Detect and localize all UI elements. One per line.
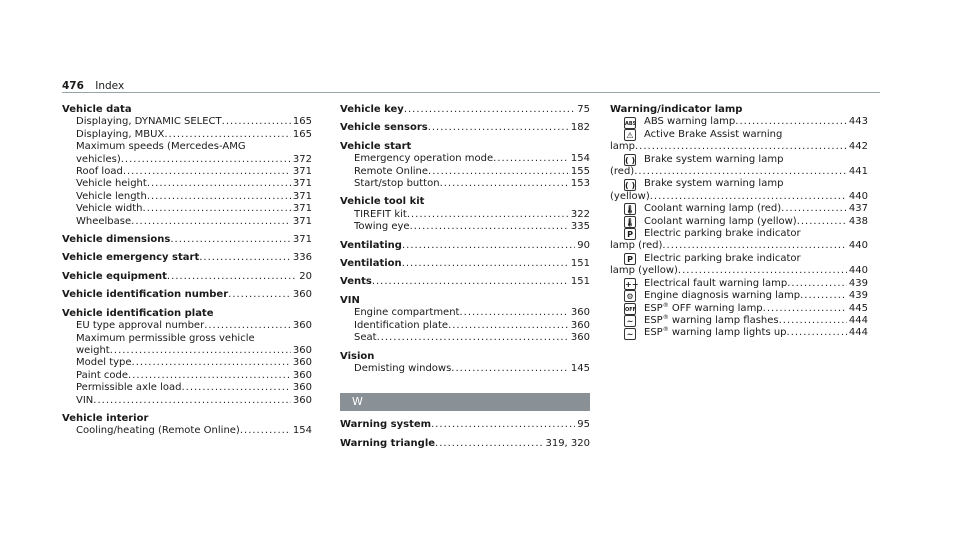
esp-off-icon: OFF — [624, 303, 636, 315]
page-ref: 440 — [848, 190, 868, 202]
page-ref: 440 — [848, 240, 868, 252]
sub-entry[interactable]: Displaying, DYNAMIC SELECT ..... 165 — [62, 116, 312, 128]
battery-icon: +− — [625, 279, 639, 289]
sub-entry[interactable]: Permissible axle load ..... 360 — [62, 382, 312, 394]
page-ref: 444 — [848, 314, 868, 326]
entry-warning-system[interactable]: Warning system ..... 95 — [340, 419, 590, 431]
entry-vin — [340, 295, 590, 345]
lamp-row-cont: lamp ..... 442 — [610, 141, 868, 153]
parking-brake-icon: P — [624, 228, 636, 240]
lamp-row — [610, 253, 868, 265]
lamp-entry[interactable] — [610, 116, 868, 128]
sub-entry[interactable]: weight ..... 360 — [62, 345, 312, 357]
entry-vehicle-data — [62, 104, 312, 228]
entry-vehicle-sensors[interactable]: Vehicle sensors ..... 182 — [340, 122, 590, 134]
sub-entry[interactable]: Vehicle height ..... 371 — [62, 178, 312, 190]
page-ref: 439 — [848, 277, 868, 289]
lamp-label: Electric parking brake indicator — [644, 228, 801, 240]
page-ref: 441 — [848, 166, 868, 178]
coolant-icon: 🌡 — [625, 217, 636, 227]
page-ref: 445 — [848, 302, 868, 314]
sub-entry[interactable]: TIREFIT kit ..... 322 — [340, 209, 590, 221]
engine-icon: ⚙ — [624, 290, 636, 302]
parking-brake-icon: P — [624, 253, 636, 265]
abs-icon: ABS — [624, 117, 636, 129]
lamp-row — [610, 216, 868, 228]
sub-entry[interactable]: Towing eye ..... 335 — [340, 221, 590, 233]
letter-section-w: W — [340, 393, 590, 411]
sub-entry[interactable]: Model type ..... 360 — [62, 357, 312, 369]
brake-system-icon: ( ) — [625, 155, 636, 165]
entry-title: Vehicle start — [340, 140, 412, 152]
lamp-label: Coolant warning lamp (yellow) — [644, 215, 797, 227]
lamp-entry[interactable] — [610, 203, 868, 215]
brake-system-icon: ( ) — [625, 180, 636, 190]
lamp-label: Electrical fault warning lamp — [644, 277, 788, 289]
index-column-3 — [610, 104, 868, 340]
sub-entry[interactable]: VIN ..... 360 — [62, 395, 312, 407]
lamp-row — [610, 290, 868, 302]
lamp-entry[interactable] — [610, 129, 868, 154]
lamp-label: ESP® warning lamp flashes — [644, 313, 779, 326]
sub-entry[interactable]: Engine compartment ..... 360 — [340, 307, 590, 319]
page-ref: 442 — [848, 141, 868, 153]
sub-entry-line1: Maximum permissible gross vehicle — [76, 332, 255, 344]
sub-entry[interactable]: vehicles) ..... 372 — [62, 154, 312, 166]
entry-vehicle-equipment[interactable]: Vehicle equipment ..... 20 — [62, 271, 312, 283]
sub-entry[interactable]: Identification plate ..... 360 — [340, 320, 590, 332]
lamp-row — [610, 327, 868, 339]
lamp-row — [610, 203, 868, 215]
lamp-row — [610, 116, 868, 128]
lamp-list — [610, 116, 868, 339]
entry-vehicle-emergency-start[interactable]: Vehicle emergency start ..... 336 — [62, 252, 312, 264]
lamp-row-cont: (yellow) ..... 440 — [610, 191, 868, 203]
page-ref: 443 — [848, 116, 868, 128]
entry-warning-triangle[interactable]: Warning triangle ..... 319, 320 — [340, 438, 590, 450]
sub-entry[interactable]: EU type approval number ..... 360 — [62, 320, 312, 332]
index-column-2 — [340, 104, 590, 450]
entry-title-warning-indicator-lamp: Warning/indicator lamp — [610, 104, 743, 115]
esp-icon: ~ — [624, 315, 636, 327]
sub-entry[interactable]: Start/stop button ..... 153 — [340, 178, 590, 190]
lamp-label: ABS warning lamp — [644, 116, 736, 128]
page-number: 476 — [62, 80, 84, 92]
lamp-label: Active Brake Assist warning — [644, 128, 783, 140]
sub-entry[interactable]: Displaying, MBUX ..... 165 — [62, 129, 312, 141]
sub-entry[interactable]: Seat ..... 360 — [340, 332, 590, 344]
entry-title: Vehicle tool kit — [340, 196, 425, 208]
lamp-entry[interactable] — [610, 154, 868, 179]
page-ref: 437 — [848, 203, 868, 215]
sub-entry[interactable]: Cooling/heating (Remote Online) ..... 154 — [62, 425, 312, 437]
lamp-label: ESP® warning lamp lights up — [644, 326, 787, 339]
entry-ventilation[interactable]: Ventilation ..... 151 — [340, 258, 590, 270]
section-name: Index — [95, 80, 125, 92]
lamp-label: Electric parking brake indicator — [644, 252, 801, 264]
lamp-row — [610, 303, 868, 315]
sub-entry[interactable]: Vehicle length ..... 371 — [62, 191, 312, 203]
lamp-entry[interactable] — [610, 253, 868, 278]
lamp-row — [610, 228, 868, 240]
entry-vehicle-key[interactable]: Vehicle key ..... 75 — [340, 104, 590, 116]
lamp-entry[interactable] — [610, 327, 868, 339]
lamp-entry[interactable] — [610, 290, 868, 302]
entry-vehicle-interior — [62, 413, 312, 438]
sub-entry-line1: Maximum speeds (Mercedes-AMG — [76, 141, 246, 153]
page-ref: 444 — [848, 327, 868, 339]
lamp-entry[interactable] — [610, 278, 868, 290]
registered-mark: ® — [662, 301, 669, 309]
header-rule — [62, 92, 880, 93]
sub-entry[interactable]: Remote Online ..... 155 — [340, 166, 590, 178]
entry-vehicle-tool-kit — [340, 196, 590, 233]
brake-assist-icon: ⚠ — [624, 129, 636, 141]
lamp-entry[interactable] — [610, 228, 868, 253]
lamp-entry[interactable] — [610, 315, 868, 327]
page-header — [62, 80, 124, 92]
sub-entry[interactable]: Wheelbase ..... 371 — [62, 216, 312, 228]
entry-title: Vision — [340, 350, 375, 362]
sub-entry[interactable]: Emergency operation mode ..... 154 — [340, 153, 590, 165]
entry-vehicle-identification-plate — [62, 308, 312, 407]
lamp-row-cont: lamp (yellow) ..... 440 — [610, 265, 868, 277]
lamp-row — [610, 315, 868, 327]
entry-title: Vehicle interior — [62, 412, 149, 424]
page-ref: 439 — [848, 290, 868, 302]
sub-entry[interactable]: Paint code ..... 360 — [62, 370, 312, 382]
lamp-label: Brake system warning lamp — [644, 178, 784, 190]
registered-mark: ® — [662, 326, 669, 334]
coolant-icon: 🌡 — [625, 205, 636, 215]
sub-entry[interactable]: Demisting windows ..... 145 — [340, 363, 590, 375]
sub-entry[interactable]: Vehicle width ..... 371 — [62, 203, 312, 215]
lamp-row — [610, 129, 868, 141]
lamp-row — [610, 178, 868, 190]
sub-entry[interactable]: Roof load ..... 371 — [62, 166, 312, 178]
entry-vehicle-start — [340, 141, 590, 191]
lamp-row-cont: lamp (red) ..... 440 — [610, 240, 868, 252]
entry-title: Vehicle data — [62, 104, 132, 115]
lamp-entry[interactable] — [610, 178, 868, 203]
entry-vehicle-identification-number[interactable]: Vehicle identification number ..... 360 — [62, 289, 312, 301]
entry-vision — [340, 351, 590, 376]
lamp-row — [610, 154, 868, 166]
lamp-label: ESP® OFF warning lamp — [644, 301, 763, 314]
lamp-entry[interactable] — [610, 303, 868, 315]
entry-vehicle-dimensions[interactable]: Vehicle dimensions ..... 371 — [62, 234, 312, 246]
lamp-label: Engine diagnosis warning lamp — [644, 290, 801, 302]
lamp-label: Brake system warning lamp — [644, 153, 784, 165]
lamp-entry[interactable] — [610, 216, 868, 228]
index-column-1 — [62, 104, 312, 438]
entry-ventilating[interactable]: Ventilating ..... 90 — [340, 240, 590, 252]
lamp-row-cont: (red) ..... 441 — [610, 166, 868, 178]
entry-title: Vehicle identification plate — [62, 307, 214, 319]
entry-vents[interactable]: Vents ..... 151 — [340, 276, 590, 288]
page-ref: 438 — [848, 215, 868, 227]
esp-icon: ~ — [624, 328, 636, 340]
lamp-row — [610, 278, 868, 290]
entry-title: VIN — [340, 294, 360, 306]
registered-mark: ® — [662, 313, 669, 321]
lamp-label: Coolant warning lamp (red) — [644, 203, 782, 215]
page-ref: 440 — [848, 265, 868, 277]
